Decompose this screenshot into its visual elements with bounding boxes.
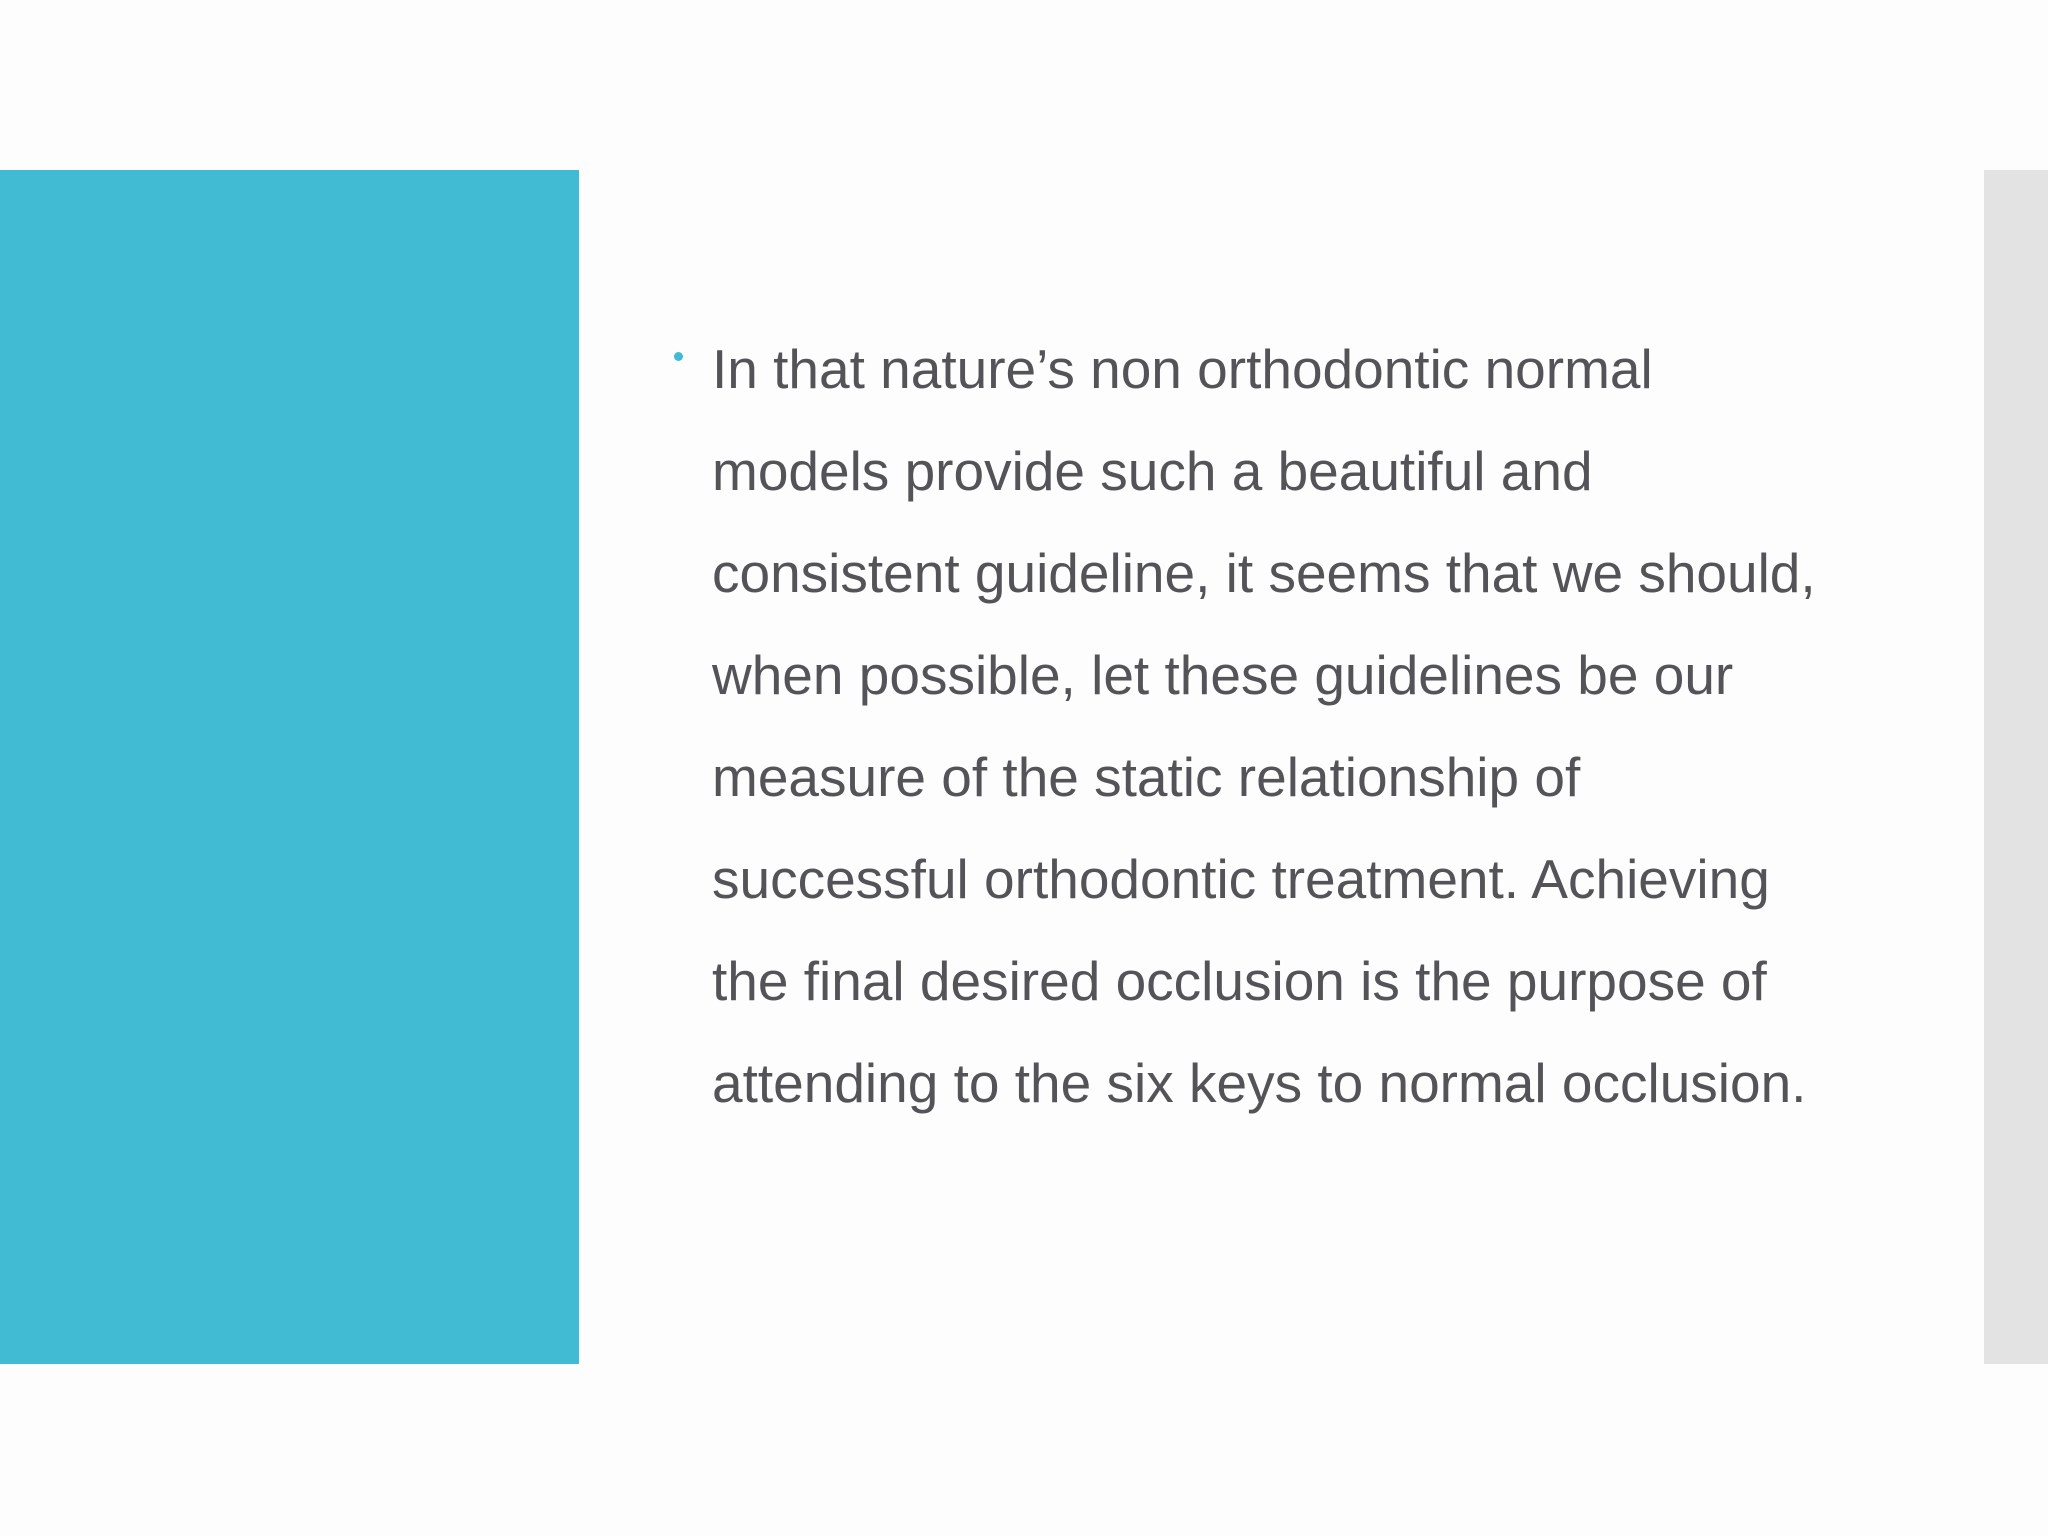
accent-panel [0, 170, 579, 1364]
bullet-line: consistent guideline, it seems that we should, [712, 542, 1816, 604]
bullet-line: successful orthodontic treatment. Achieving [712, 848, 1770, 910]
bullet-text [712, 318, 1868, 1134]
bullet-item [668, 318, 1868, 1134]
bullet-dot-icon [674, 352, 683, 361]
slide-content [668, 318, 1868, 1134]
bullet-line: measure of the static relationship of [712, 746, 1581, 808]
bullet-line: when possible, let these guidelines be our [712, 644, 1734, 706]
bullet-line: the final desired occlusion is the purpose of [712, 950, 1767, 1012]
bullet-line: In that nature’s non orthodontic normal [712, 338, 1653, 400]
side-strip [1984, 170, 2048, 1364]
bullet-line: models provide such a beautiful and [712, 440, 1593, 502]
bullet-line: attending to the six keys to normal occlusion. [712, 1052, 1807, 1114]
